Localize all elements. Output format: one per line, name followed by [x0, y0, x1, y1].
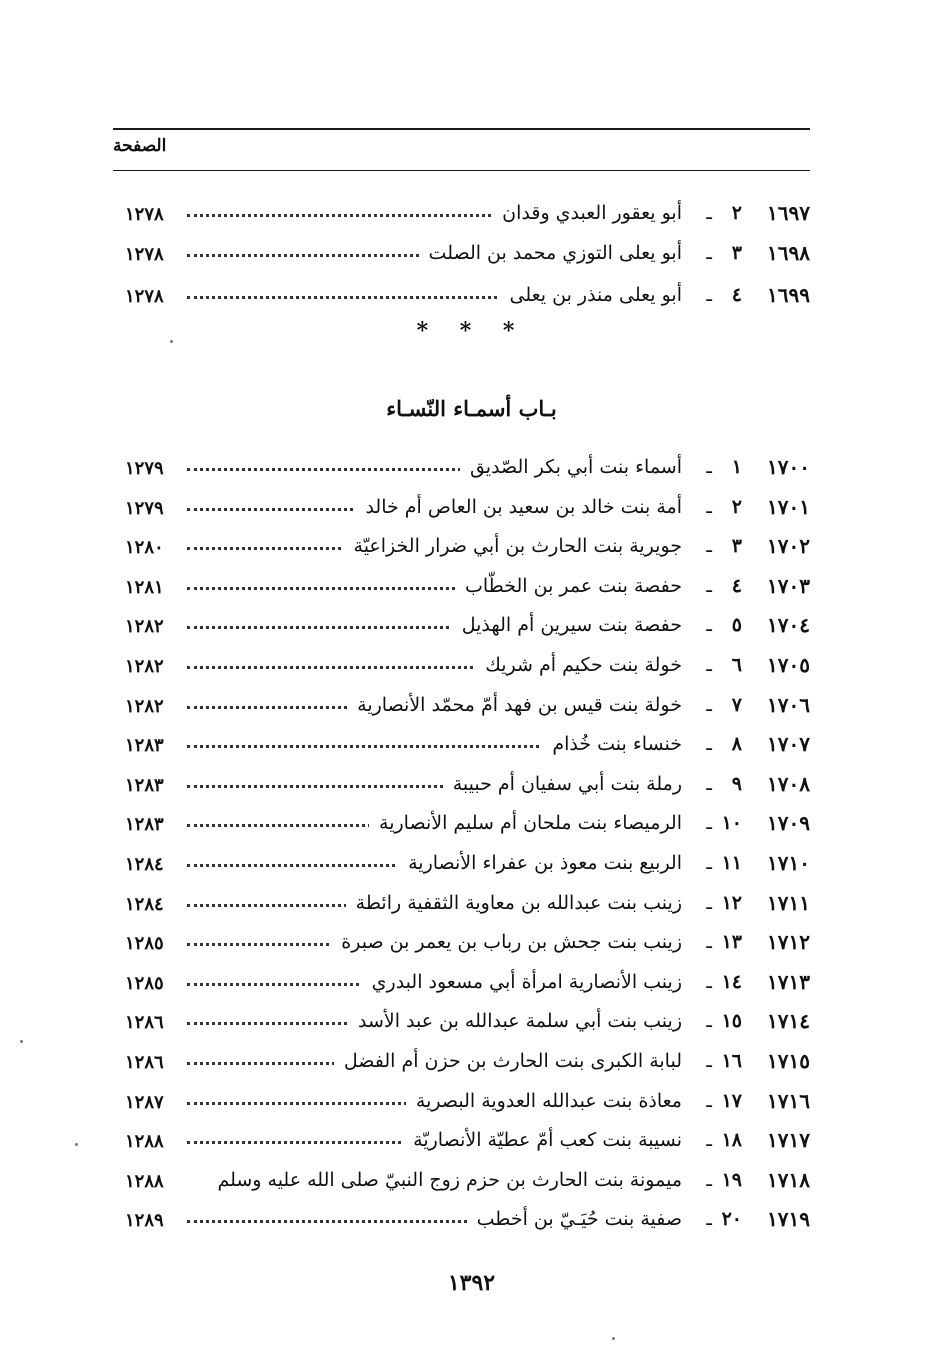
section-title: بـاب أسمـاء النّسـاء: [386, 396, 557, 421]
entry-number: ١٧٠١: [767, 495, 810, 519]
entry-dash: ـ: [706, 892, 712, 914]
page-reference: ١٢٨٣: [125, 775, 164, 796]
page-reference: ١٢٨٢: [125, 616, 164, 637]
sequence-number: ١٠: [721, 812, 742, 834]
entry-number: ١٧٠٩: [767, 811, 810, 835]
page-reference: ١٢٧٩: [125, 498, 164, 519]
page-reference: ١٢٨٦: [125, 1012, 164, 1033]
entry-number: ١٧٠٥: [767, 653, 810, 677]
entry-dash: ـ: [706, 1208, 712, 1230]
page-reference: ١٢٨٩: [125, 1210, 164, 1231]
entry-name: صفية بنت حُيَـيّ بن أخطب: [467, 1204, 682, 1234]
sequence-number: ١٢: [721, 892, 742, 914]
entry-dash: ـ: [706, 733, 712, 755]
toc-entry-row: [113, 238, 810, 268]
toc-entry-row: [113, 531, 810, 561]
entry-number: ١٧٠٧: [767, 732, 810, 756]
page-reference: ١٢٨٤: [125, 854, 164, 875]
sequence-number: ١٨: [721, 1129, 742, 1151]
entry-number: ١٧٠٣: [767, 574, 810, 598]
page-reference: ١٢٧٩: [125, 458, 164, 479]
entry-dash: ـ: [706, 575, 712, 597]
entry-name: معاذة بنت عبدالله العدوية البصرية: [406, 1086, 682, 1116]
toc-entry-row: [113, 280, 810, 310]
toc-entry-row: [113, 650, 810, 680]
sequence-number: ١٩: [721, 1169, 742, 1191]
sequence-number: ٧: [731, 694, 742, 716]
entry-number: ١٧١١: [767, 891, 810, 915]
entry-dash: ـ: [706, 496, 712, 518]
page-reference: ١٢٨١: [125, 577, 164, 598]
toc-entry-row: [113, 690, 810, 720]
entry-name: زينب بنت جحش بن رباب بن يعمر بن صبرة: [331, 927, 682, 957]
entry-dash: ـ: [706, 1050, 712, 1072]
page-number: ١٣٩٢: [447, 1270, 496, 1296]
page-reference: ١٢٨٨: [125, 1171, 164, 1192]
sequence-number: ١: [731, 456, 742, 478]
sequence-number: ١٥: [721, 1010, 742, 1032]
entry-dash: ـ: [706, 931, 712, 953]
entry-number: ١٧١٣: [767, 970, 810, 994]
toc-entry-row: [113, 967, 810, 997]
toc-entry-row: [113, 1165, 810, 1195]
scan-speck: [170, 340, 173, 343]
entry-name: لبابة الكبرى بنت الحارث بن حزن أم الفضل: [334, 1046, 682, 1076]
entry-dash: ـ: [706, 535, 712, 557]
toc-entry-row: [113, 1125, 810, 1155]
entry-number: ١٦٩٧: [767, 201, 810, 225]
entry-number: ١٧١٥: [767, 1049, 810, 1073]
entry-dash: ـ: [706, 971, 712, 993]
toc-entry-row: [113, 729, 810, 759]
entry-dash: ـ: [706, 614, 712, 636]
entry-name: خولة بنت حكيم أم شريك: [475, 650, 682, 680]
sequence-number: ١١: [721, 852, 742, 874]
entry-dash: ـ: [706, 242, 712, 264]
toc-entry-row: [113, 1006, 810, 1036]
entry-dash: ـ: [706, 773, 712, 795]
page-reference: ١٢٧٨: [125, 204, 164, 225]
toc-entry-row: [113, 848, 810, 878]
entry-name: أمة بنت خالد بن سعيد بن العاص أم خالد: [355, 492, 682, 522]
page-reference: ١٢٨٨: [125, 1131, 164, 1152]
entry-number: ١٧١٠: [767, 851, 810, 875]
entry-dash: ـ: [706, 654, 712, 676]
sequence-number: ٣: [731, 242, 742, 264]
sequence-number: ٢: [731, 202, 742, 224]
sequence-number: ١٧: [721, 1090, 742, 1112]
sequence-number: ٢٠: [721, 1208, 742, 1230]
entry-name: أبو يعلى منذر بن يعلى: [499, 280, 682, 310]
toc-entry-row: [113, 808, 810, 838]
page-reference: ١٢٨٥: [125, 973, 164, 994]
entry-name: الرميصاء بنت ملحان أم سليم الأنصارية: [369, 808, 682, 838]
toc-entry-row: [113, 927, 810, 957]
entry-name: رملة بنت أبي سفيان أم حبيبة: [443, 769, 682, 799]
toc-entry-row: [113, 492, 810, 522]
entry-number: ١٧١٢: [767, 930, 810, 954]
entry-dash: ـ: [706, 852, 712, 874]
entry-name: نسيبة بنت كعب أمّ عطيّة الأنصاريّة: [403, 1125, 682, 1155]
entry-dash: ـ: [706, 1090, 712, 1112]
page-reference: ١٢٨٥: [125, 933, 164, 954]
entry-number: ١٧١٨: [767, 1168, 810, 1192]
sequence-number: ٤: [731, 284, 742, 306]
entry-dash: ـ: [706, 694, 712, 716]
sequence-number: ٤: [731, 575, 742, 597]
entry-name: أسماء بنت أبي بكر الصّديق: [460, 452, 682, 482]
page-reference: ١٢٨٣: [125, 814, 164, 835]
page-reference: ١٢٧٨: [125, 244, 164, 265]
entry-name: زينب الأنصارية امرأة أبي مسعود البدري: [362, 967, 682, 997]
page-reference: ١٢٨٢: [125, 696, 164, 717]
header-bottom-rule: [113, 170, 810, 171]
page-reference: ١٢٨٦: [125, 1052, 164, 1073]
sequence-number: ٢: [731, 496, 742, 518]
section-separator-stars: * * *: [416, 318, 527, 344]
entry-number: ١٧٠٨: [767, 772, 810, 796]
page-reference: ١٢٨٠: [125, 537, 164, 558]
toc-entry-row: [113, 1204, 810, 1234]
page-reference: ١٢٨٢: [125, 656, 164, 677]
entry-name: خنساء بنت خُذام: [542, 729, 682, 759]
entry-name: ميمونة بنت الحارث بن حزم زوج النبيّ صلى الله عليه وسلم: [207, 1165, 682, 1195]
header-top-rule: [113, 128, 810, 130]
sequence-number: ٦: [731, 654, 742, 676]
toc-entry-row: [113, 610, 810, 640]
toc-entry-row: [113, 888, 810, 918]
entry-dash: ـ: [706, 812, 712, 834]
entry-number: ١٧١٦: [767, 1089, 810, 1113]
toc-entry-row: [113, 1086, 810, 1116]
entry-number: ١٧٠٤: [767, 613, 810, 637]
sequence-number: ٥: [731, 614, 742, 636]
entry-number: ١٦٩٨: [767, 241, 810, 265]
entry-name: الربيع بنت معوذ بن عفراء الأنصارية: [398, 848, 682, 878]
entry-dash: ـ: [706, 456, 712, 478]
entry-name: أبو يعقور العبدي وقدان: [492, 198, 682, 228]
entry-number: ١٧٠٦: [767, 693, 810, 717]
entry-dash: ـ: [706, 202, 712, 224]
entry-number: ١٧٠٢: [767, 534, 810, 558]
entry-name: خولة بنت قيس بن فهد أمّ محمّد الأنصارية: [347, 690, 682, 720]
entry-number: ١٦٩٩: [767, 283, 810, 307]
toc-entry-row: [113, 571, 810, 601]
toc-entry-row: [113, 198, 810, 228]
entry-name: حفصة بنت عمر بن الخطّاب: [455, 571, 682, 601]
sequence-number: ١٦: [721, 1050, 742, 1072]
entry-number: ١٧١٤: [767, 1009, 810, 1033]
entry-name: جويرية بنت الحارث بن أبي ضرار الخزاعيّة: [344, 531, 682, 561]
entry-dash: ـ: [706, 1129, 712, 1151]
entry-dash: ـ: [706, 1010, 712, 1032]
entry-name: أبو يعلى التوزي محمد بن الصلت: [419, 238, 682, 268]
sequence-number: ٣: [731, 535, 742, 557]
entry-dash: ـ: [706, 1169, 712, 1191]
entry-number: ١٧٠٠: [767, 455, 810, 479]
page-column-header: الصفحة: [113, 136, 167, 156]
scan-speck: [20, 1040, 23, 1043]
entry-number: ١٧١٩: [767, 1207, 810, 1231]
toc-entry-row: [113, 769, 810, 799]
sequence-number: ٨: [731, 733, 742, 755]
entry-name: زينب بنت عبدالله بن معاوية الثقفية رائطة: [346, 888, 682, 918]
page-reference: ١٢٧٨: [125, 286, 164, 307]
page-reference: ١٢٨٧: [125, 1092, 164, 1113]
entry-number: ١٧١٧: [767, 1128, 810, 1152]
entry-name: زينب بنت أبي سلمة عبدالله بن عبد الأسد: [348, 1006, 682, 1036]
toc-entry-row: [113, 1046, 810, 1076]
scan-speck: [75, 1143, 78, 1146]
page-reference: ١٢٨٣: [125, 735, 164, 756]
entry-name: حفصة بنت سيرين أم الهذيل: [452, 610, 682, 640]
entry-dash: ـ: [706, 284, 712, 306]
sequence-number: ١٣: [721, 931, 742, 953]
sequence-number: ١٤: [721, 971, 742, 993]
scan-speck: [612, 1337, 615, 1340]
toc-entry-row: [113, 452, 810, 482]
page-reference: ١٢٨٤: [125, 894, 164, 915]
sequence-number: ٩: [731, 773, 742, 795]
